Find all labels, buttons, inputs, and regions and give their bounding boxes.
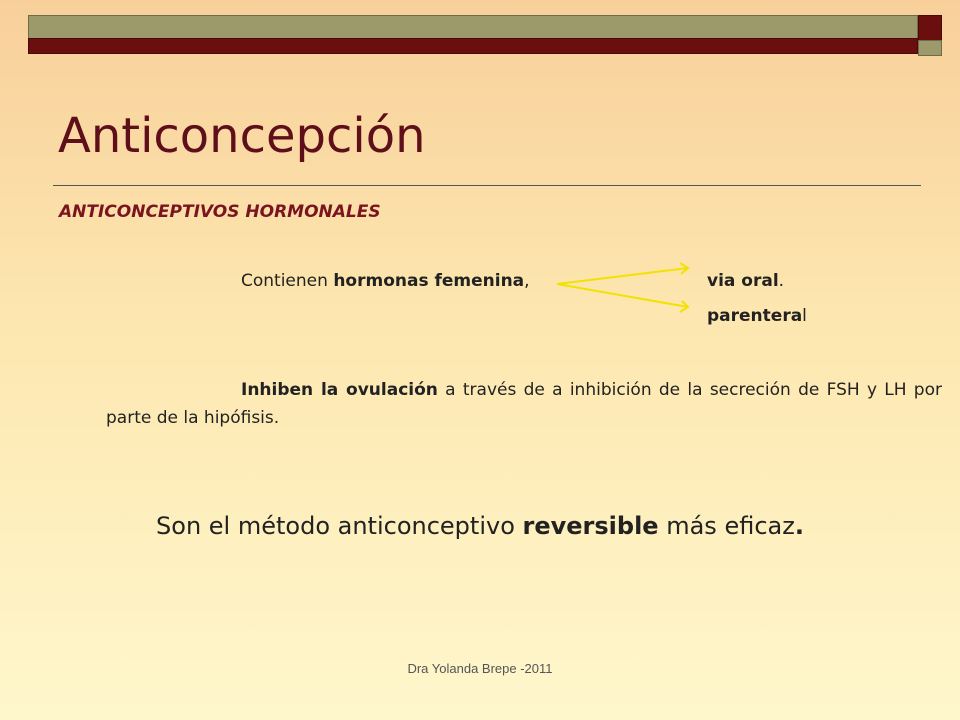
slide-subtitle: ANTICONCEPTIVOS HORMONALES [59, 202, 381, 222]
closing-prefix: Son el método anticonceptivo [156, 512, 523, 540]
ovulation-bold: Inhiben la ovulación [241, 380, 438, 400]
arrow-to-parenteral [557, 284, 688, 307]
slide-title: Anticoncepción [58, 108, 426, 164]
ovulation-paragraph [106, 376, 942, 432]
hormones-line-suffix: , [524, 271, 530, 291]
closing-bold: reversible [522, 512, 659, 540]
closing-mid: más eficaz [658, 512, 795, 540]
branch-parenteral-bold: parentera [707, 306, 803, 326]
branch-oral-suffix: . [778, 271, 785, 291]
closing-statement [0, 512, 960, 540]
hormones-line-bold: hormonas femenina [333, 271, 525, 291]
branch-parenteral-suffix: l [802, 306, 807, 326]
slide-footer: Dra Yolanda Brepe -2011 [407, 661, 553, 676]
ovulation-rest: a través de a inhibición de la secreción de FSH y LH por parte de la hipófisis. [106, 380, 942, 428]
arrow-to-oral [557, 268, 688, 284]
hormones-line-prefix: Contienen [241, 271, 334, 291]
closing-end: . [794, 512, 804, 540]
branch-oral-bold: via oral [707, 271, 779, 291]
